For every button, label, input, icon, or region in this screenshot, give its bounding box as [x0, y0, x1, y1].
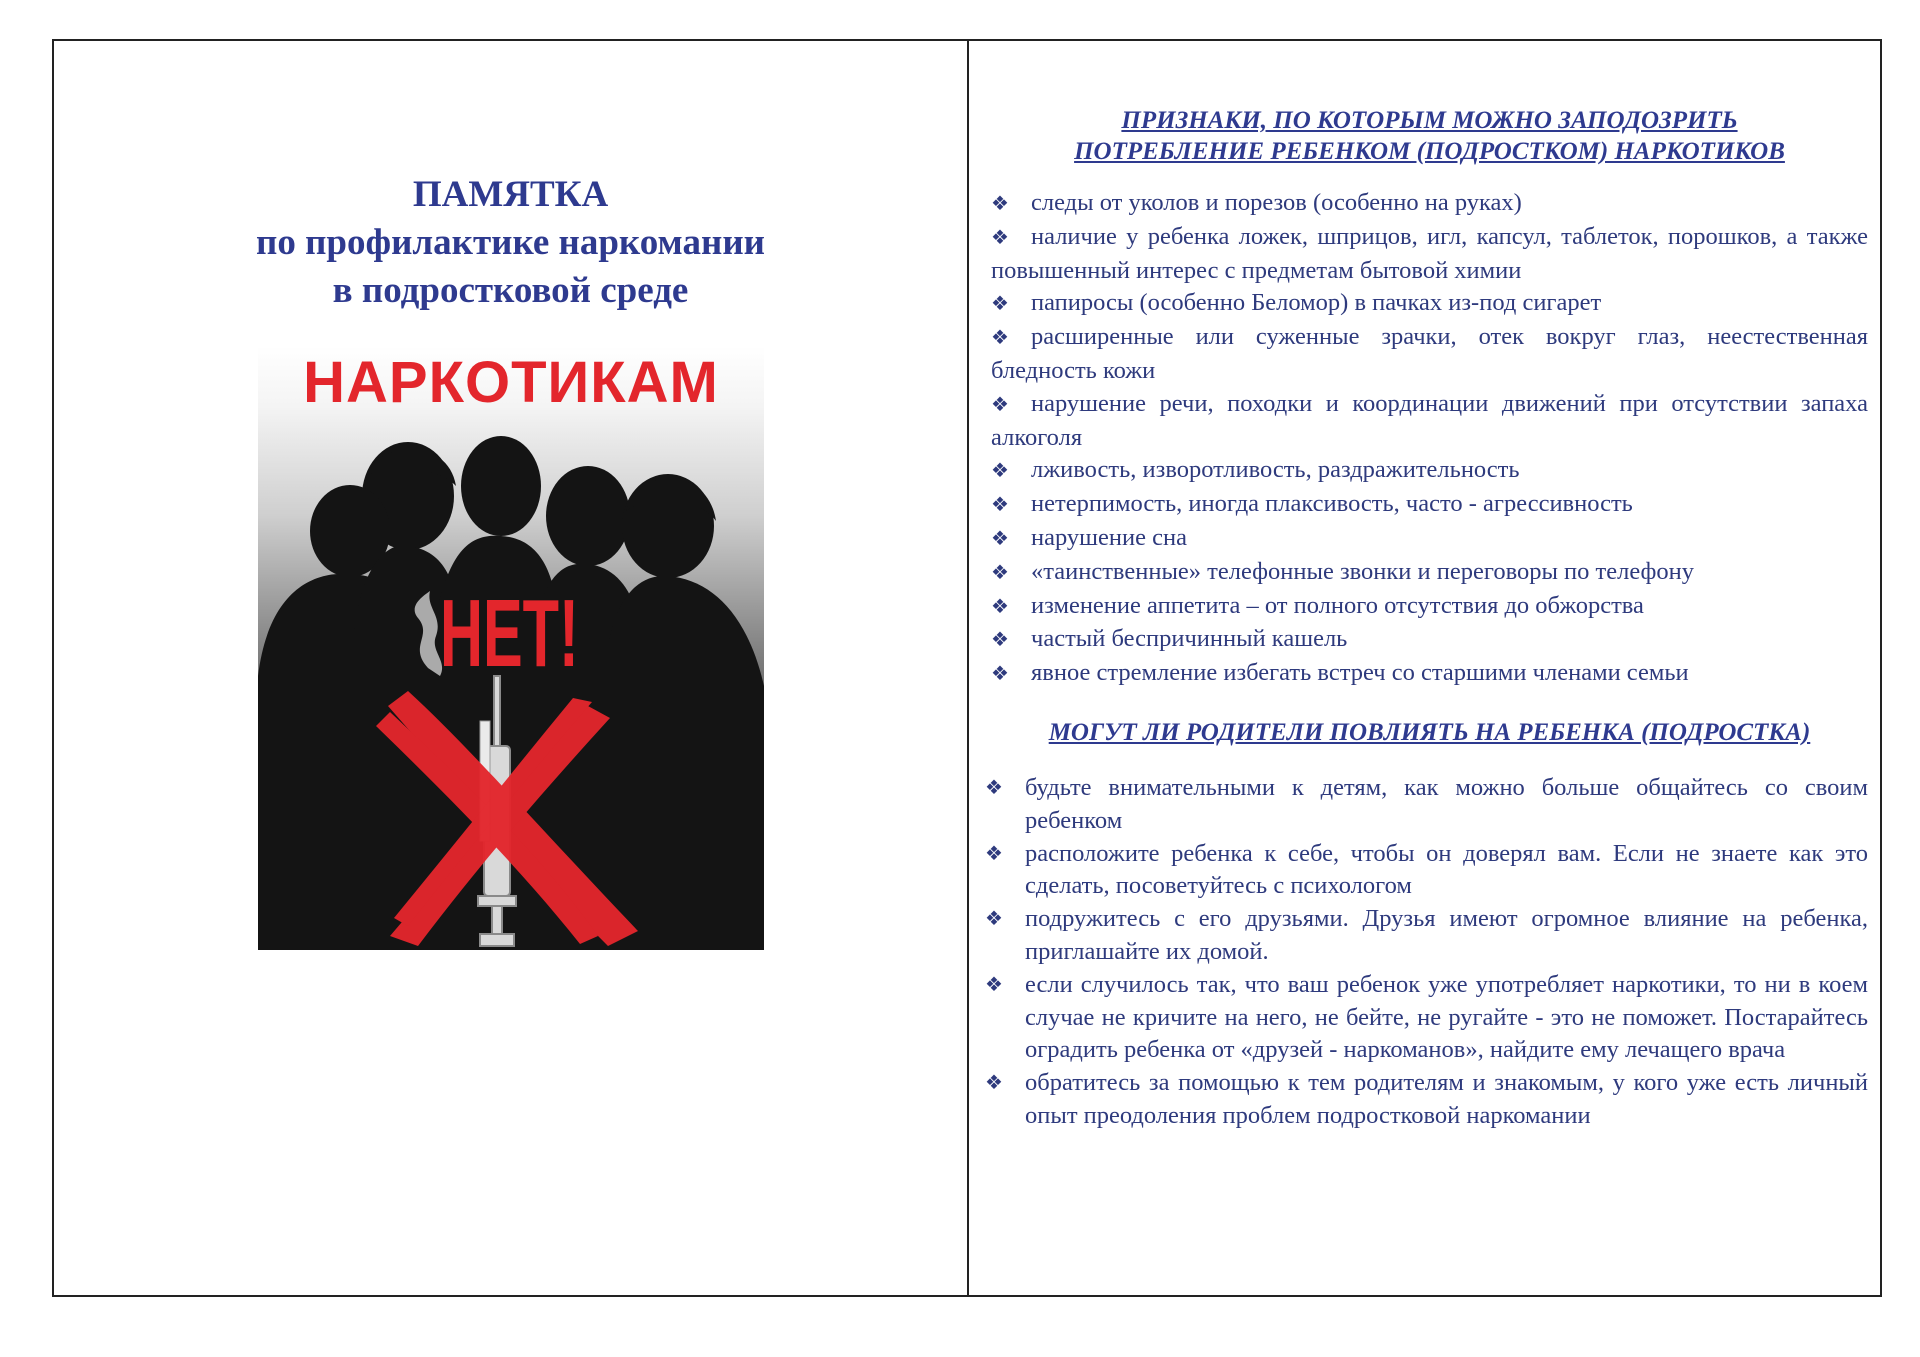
title-line-2: по профилактике наркомании — [256, 222, 765, 263]
section-1-title — [991, 105, 1868, 167]
warning-sign-item — [991, 388, 1868, 455]
bullet-diamond-icon: ❖ — [985, 1072, 1003, 1095]
advice-item — [985, 969, 1868, 1067]
advice-item — [985, 903, 1868, 969]
bullet-diamond-icon: ❖ — [991, 327, 1009, 350]
advice-item — [985, 838, 1868, 904]
warning-sign-item-text: нарушение сна — [1031, 523, 1187, 551]
bullet-diamond-icon: ❖ — [991, 663, 1009, 686]
parent-advice-list — [985, 772, 1868, 1133]
warning-sign-item — [991, 321, 1868, 388]
poster-slogan: НЕТ! — [440, 580, 579, 687]
section-1-title-line-1: ПРИЗНАКИ, ПО КОТОРЫМ МОЖНО ЗАПОДОЗРИТЬ — [1121, 107, 1738, 134]
bullet-diamond-icon: ❖ — [991, 595, 1009, 618]
bullet-diamond-icon: ❖ — [991, 494, 1009, 517]
advice-item — [985, 1067, 1868, 1133]
title-line-1: ПАМЯТКА — [412, 174, 609, 215]
bullet-diamond-icon: ❖ — [985, 908, 1003, 931]
advice-item-text: будьте внимательными к детям, как можно больше общайтесь со своим ребенком — [1025, 773, 1868, 834]
warning-sign-item-text: нетерпимость, иногда плаксивость, часто - агрессивность — [1031, 490, 1633, 518]
advice-item-text: подружитесь с его друзьями. Друзья имеют огромное влияние на ребенка, приглашайте их домой. — [1025, 905, 1868, 965]
bullet-diamond-icon: ❖ — [985, 842, 1003, 865]
bullet-diamond-icon: ❖ — [991, 561, 1009, 584]
warning-sign-item — [991, 454, 1868, 488]
warning-sign-item-text: лживость, изворотливость, раздражительность — [1031, 456, 1520, 484]
warning-sign-item — [991, 556, 1868, 590]
left-panel — [54, 41, 969, 1295]
leaflet-title — [54, 171, 967, 315]
advice-item-text: расположите ребенка к себе, чтобы он доверял вам. Если не знаете как это сделать, посоветуйтесь с психологом — [1025, 839, 1868, 900]
bullet-diamond-icon: ❖ — [985, 973, 1003, 996]
section-2-title: МОГУТ ЛИ РОДИТЕЛИ ПОВЛИЯТЬ НА РЕБЕНКА (ПОДРОСТКА) — [1048, 718, 1811, 746]
bullet-diamond-icon: ❖ — [991, 193, 1009, 215]
bullet-diamond-icon: ❖ — [991, 629, 1009, 652]
title-line-3: в подростковой среде — [332, 270, 689, 311]
poster-headline: НАРКОТИКАМ — [303, 350, 719, 415]
advice-item-text: если случилось так, что ваш ребенок уже употребляет наркотики, то ни в коем случае не кричите на него, не бейте, не ругайте - это не поможет. Постарайтесь оградить ребенка от «друзей - наркоманов», найдите ему лечащего врача — [1025, 970, 1868, 1064]
warning-sign-item — [991, 187, 1868, 221]
warning-sign-item-text: изменение аппетита – от полного отсутствия до обжорства — [1031, 591, 1644, 619]
warning-sign-item — [991, 657, 1868, 691]
warning-sign-item — [991, 522, 1868, 556]
warning-sign-item-text: частый беспричинный кашель — [1031, 625, 1348, 653]
warning-sign-item-text: «таинственные» телефонные звонки и переговоры по телефону — [1031, 557, 1695, 585]
warning-sign-item-text: расширенные или суженные зрачки, отек вокруг глаз, неестественная бледность кожи — [991, 323, 1868, 384]
bullet-diamond-icon: ❖ — [985, 776, 1003, 799]
warning-sign-item — [991, 221, 1868, 288]
bullet-diamond-icon: ❖ — [991, 226, 1009, 249]
warning-sign-item-text: нарушение речи, походки и координации движений при отсутствии запаха алкоголя — [991, 389, 1868, 451]
warning-sign-item-text: следы от уколов и порезов (особенно на руках) — [1031, 189, 1522, 216]
warning-sign-item-text: явное стремление избегать встреч со старшими членами семьи — [1031, 659, 1689, 687]
anti-drug-poster — [258, 346, 764, 950]
warning-sign-item — [991, 590, 1868, 624]
warning-sign-item — [991, 488, 1868, 522]
section-1-title-line-2: ПОТРЕБЛЕНИЕ РЕБЕНКОМ (ПОДРОСТКОМ) НАРКОТИКОВ — [1074, 138, 1785, 165]
bullet-diamond-icon: ❖ — [991, 460, 1009, 483]
bullet-diamond-icon: ❖ — [991, 393, 1009, 416]
bullet-diamond-icon: ❖ — [991, 293, 1009, 316]
advice-item-text: обратитесь за помощью к тем родителям и знакомым, у кого уже есть личный опыт преодоления проблем подростковой наркомании — [1025, 1069, 1868, 1129]
warning-signs-list — [991, 187, 1868, 691]
bullet-diamond-icon: ❖ — [991, 527, 1009, 550]
warning-sign-item-text: наличие у ребенка ложек, шприцов, игл, капсул, таблеток, порошков, а также повышенный интерес с предметам бытовой химии — [991, 222, 1868, 284]
advice-item — [985, 772, 1868, 838]
warning-sign-item — [991, 623, 1868, 657]
right-panel — [969, 41, 1880, 1295]
leaflet-sheet — [52, 39, 1882, 1297]
section-2 — [985, 717, 1868, 1133]
warning-sign-item — [991, 287, 1868, 321]
warning-sign-item-text: папиросы (особенно Беломор) в пачках из-под сигарет — [1031, 289, 1602, 317]
